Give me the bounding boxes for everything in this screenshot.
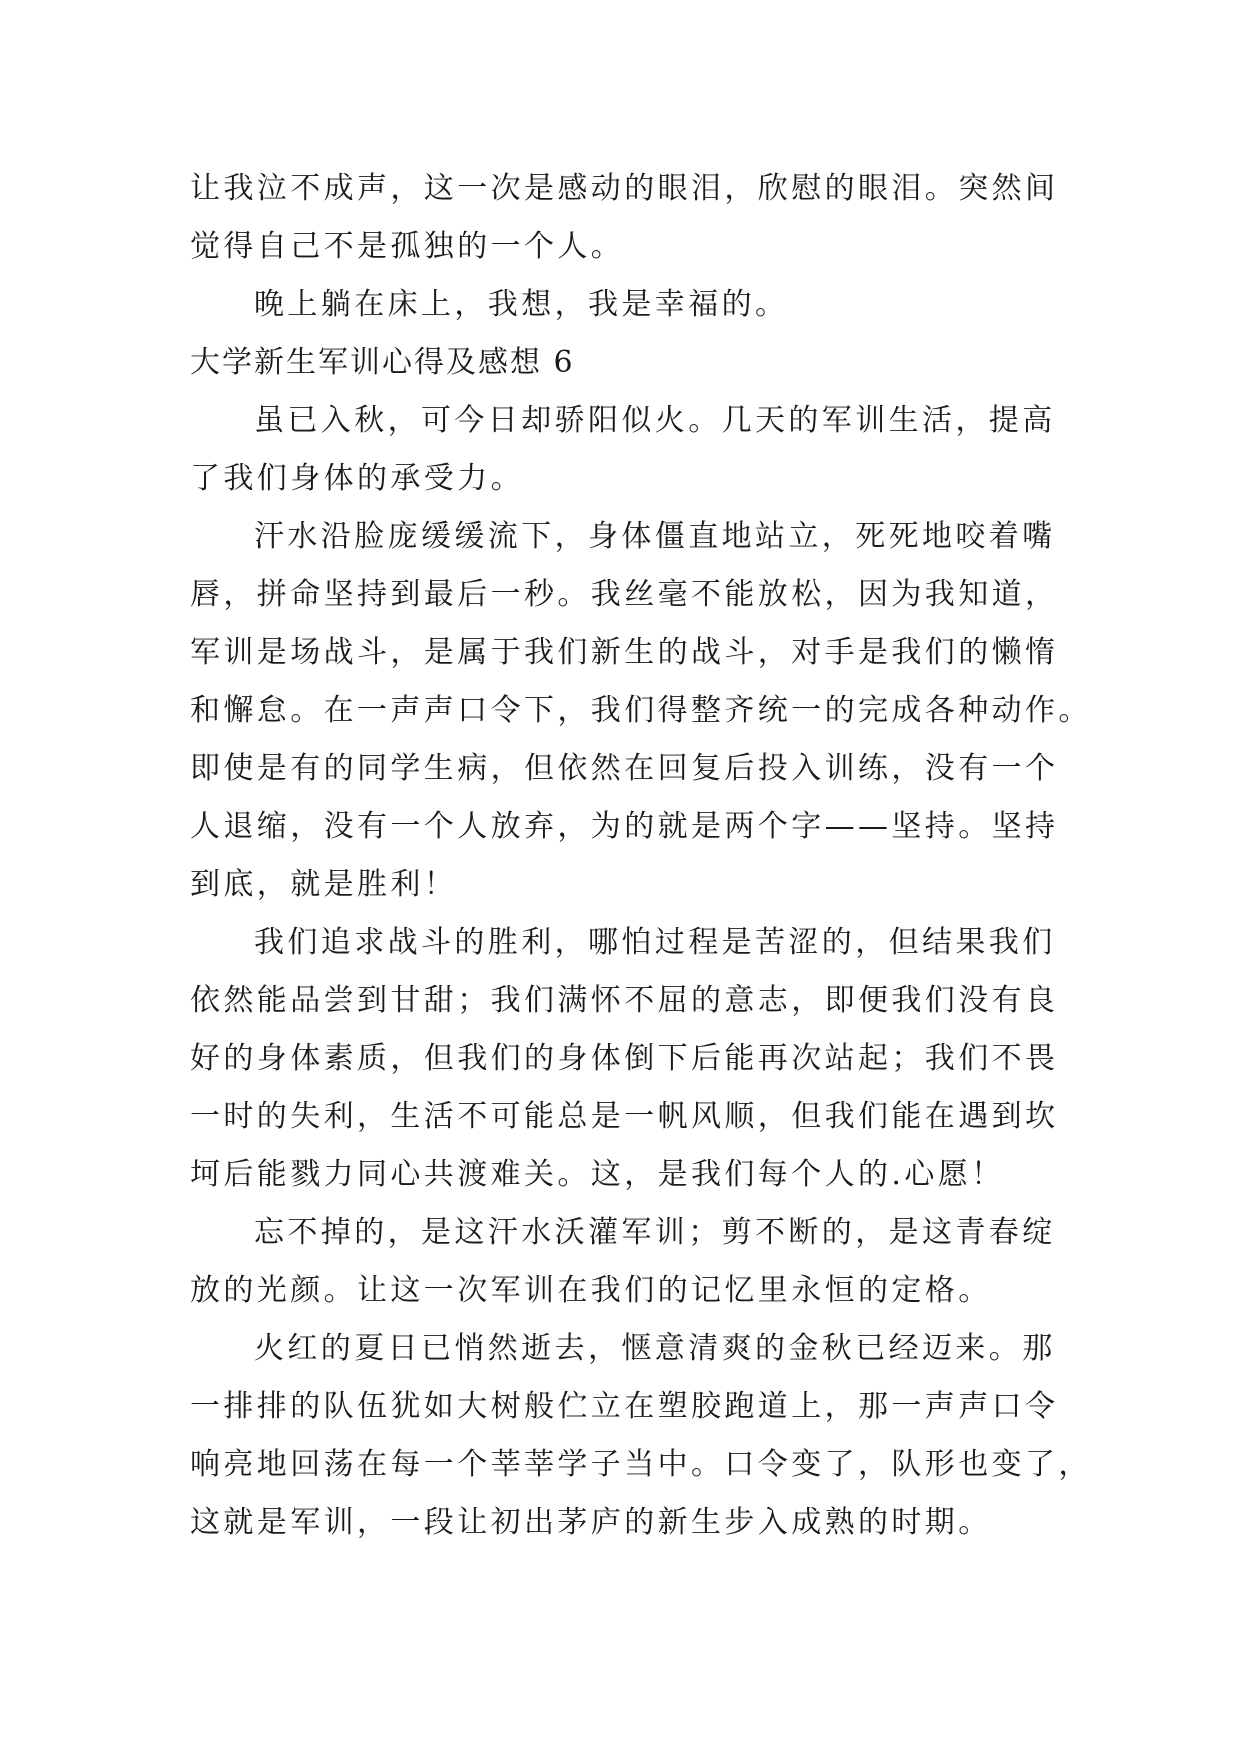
paragraph-line: 火红的夏日已悄然逝去，惬意清爽的金秋已经迈来。那 [254, 1331, 1056, 1366]
text-line: 到底，就是胜利！ [190, 867, 458, 902]
text-line: 好的身体素质，但我们的身体倒下后能再次站起；我们不畏 [190, 1041, 1059, 1076]
text-line: 这就是军训，一段让初出茅庐的新生步入成熟的时期。 [190, 1505, 992, 1540]
paragraph-line: 忘不掉的，是这汗水沃灌军训；剪不断的，是这青春绽 [254, 1215, 1056, 1250]
text-line: 依然能品尝到甘甜；我们满怀不屈的意志，即便我们没有良 [190, 983, 1059, 1018]
document-body [190, 160, 1092, 1552]
text-line: 坷后能戮力同心共渡难关。这，是我们每个人的.心愿！ [190, 1157, 1005, 1192]
text-line: 人退缩，没有一个人放弃，为的就是两个字——坚持。坚持 [190, 809, 1059, 844]
paragraph-line: 我们追求战斗的胜利，哪怕过程是苦涩的，但结果我们 [254, 925, 1056, 960]
section-heading: 大学新生军训心得及感想 6 [190, 345, 575, 380]
paragraph-line: 汗水沿脸庞缓缓流下，身体僵直地站立，死死地咬着嘴 [254, 519, 1056, 554]
text-line: 了我们身体的承受力。 [190, 461, 524, 496]
text-line: 放的光颜。让这一次军训在我们的记忆里永恒的定格。 [190, 1273, 992, 1308]
text-line: 和懈怠。在一声声口令下，我们得整齐统一的完成各种动作。 [190, 693, 1092, 728]
text-line: 一排排的队伍犹如大树般伫立在塑胶跑道上，那一声声口令 [190, 1389, 1059, 1424]
text-line: 觉得自己不是孤独的一个人。 [190, 229, 625, 264]
text-line: 唇，拼命坚持到最后一秒。我丝毫不能放松，因为我知道， [190, 577, 1059, 612]
paragraph-line: 虽已入秋，可今日却骄阳似火。几天的军训生活，提高 [254, 403, 1056, 438]
text-line: 即使是有的同学生病，但依然在回复后投入训练，没有一个 [190, 751, 1059, 786]
text-line: 军训是场战斗，是属于我们新生的战斗，对手是我们的懒惰 [190, 635, 1059, 670]
text-line: 让我泣不成声，这一次是感动的眼泪，欣慰的眼泪。突然间 [190, 171, 1059, 206]
text-line: 响亮地回荡在每一个莘莘学子当中。口令变了，队形也变了， [190, 1447, 1092, 1482]
paragraph-line: 晚上躺在床上，我想，我是幸福的。 [254, 287, 789, 322]
text-line: 一时的失利，生活不可能总是一帆风顺，但我们能在遇到坎 [190, 1099, 1059, 1134]
